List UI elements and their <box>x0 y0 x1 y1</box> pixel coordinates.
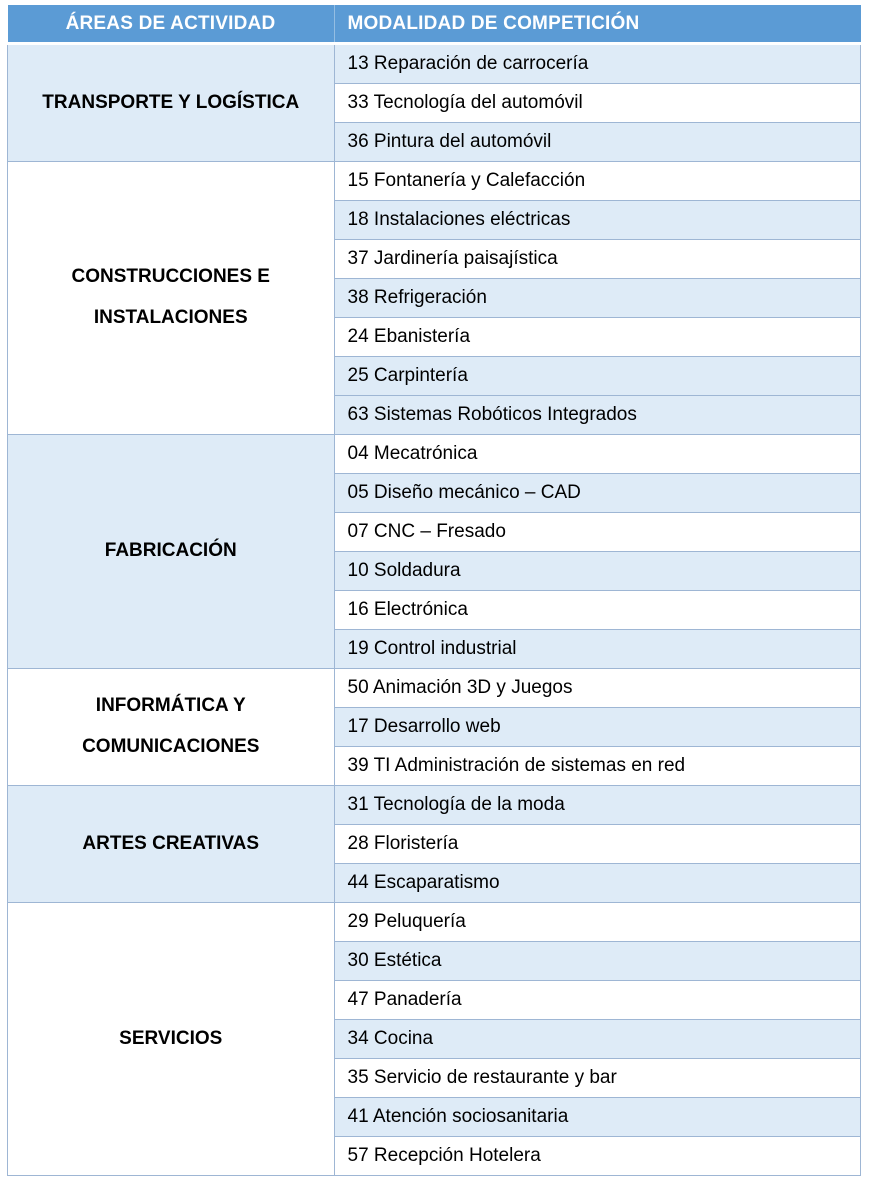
modality-cell: 63 Sistemas Robóticos Integrados <box>334 396 861 435</box>
modality-cell: 36 Pintura del automóvil <box>334 123 861 162</box>
table-row <box>8 669 861 708</box>
modality-cell: 04 Mecatrónica <box>334 435 861 474</box>
modality-cell: 15 Fontanería y Calefacción <box>334 162 861 201</box>
area-cell: INFORMÁTICA Y COMUNICACIONES <box>8 669 335 786</box>
modality-cell: 34 Cocina <box>334 1020 861 1059</box>
modality-cell: 17 Desarrollo web <box>334 708 861 747</box>
table-row <box>8 786 861 825</box>
area-cell: SERVICIOS <box>8 903 335 1176</box>
modality-cell: 13 Reparación de carrocería <box>334 44 861 84</box>
modality-cell: 28 Floristería <box>334 825 861 864</box>
table-row <box>8 903 861 942</box>
modality-cell: 07 CNC – Fresado <box>334 513 861 552</box>
modality-cell: 10 Soldadura <box>334 552 861 591</box>
modality-cell: 38 Refrigeración <box>334 279 861 318</box>
area-cell: TRANSPORTE Y LOGÍSTICA <box>8 44 335 162</box>
modality-cell: 29 Peluquería <box>334 903 861 942</box>
header-row <box>8 5 861 44</box>
table-row <box>8 44 861 84</box>
modality-cell: 39 TI Administración de sistemas en red <box>334 747 861 786</box>
modality-cell: 05 Diseño mecánico – CAD <box>334 474 861 513</box>
modality-cell: 50 Animación 3D y Juegos <box>334 669 861 708</box>
modality-cell: 44 Escaparatismo <box>334 864 861 903</box>
area-column-header: ÁREAS DE ACTIVIDAD <box>8 5 335 44</box>
table-header <box>8 5 861 44</box>
modality-cell: 37 Jardinería paisajística <box>334 240 861 279</box>
area-cell: FABRICACIÓN <box>8 435 335 669</box>
modality-cell: 16 Electrónica <box>334 591 861 630</box>
modality-cell: 41 Atención sociosanitaria <box>334 1098 861 1137</box>
modality-cell: 18 Instalaciones eléctricas <box>334 201 861 240</box>
table-body <box>8 44 861 1176</box>
area-cell: ARTES CREATIVAS <box>8 786 335 903</box>
modality-cell: 24 Ebanistería <box>334 318 861 357</box>
modality-cell: 47 Panadería <box>334 981 861 1020</box>
modality-cell: 33 Tecnología del automóvil <box>334 84 861 123</box>
modality-cell: 57 Recepción Hotelera <box>334 1137 861 1176</box>
modality-column-header: MODALIDAD DE COMPETICIÓN <box>334 5 861 44</box>
table-row <box>8 435 861 474</box>
competition-table <box>7 5 861 1176</box>
modality-cell: 30 Estética <box>334 942 861 981</box>
modality-cell: 19 Control industrial <box>334 630 861 669</box>
area-cell: CONSTRUCCIONES E INSTALACIONES <box>8 162 335 435</box>
table-row <box>8 162 861 201</box>
modality-cell: 35 Servicio de restaurante y bar <box>334 1059 861 1098</box>
modality-cell: 25 Carpintería <box>334 357 861 396</box>
modality-cell: 31 Tecnología de la moda <box>334 786 861 825</box>
